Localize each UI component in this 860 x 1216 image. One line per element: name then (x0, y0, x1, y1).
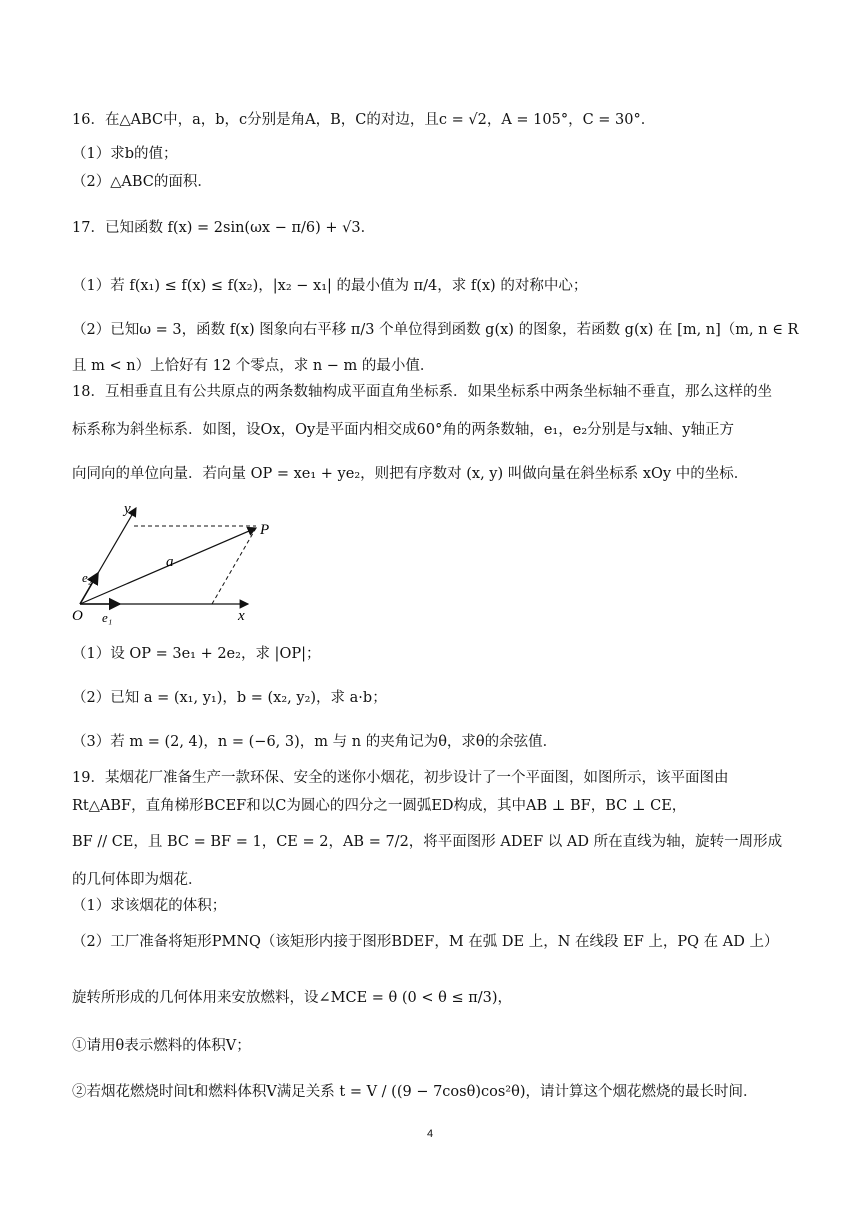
question-19-part-2-line-2: 旋转所形成的几何体用来安放燃料，设∠MCE = θ (0 < θ ≤ π/3)， (72, 990, 513, 1006)
question-19-stem-line-4: 的几何体即为烟花． (72, 872, 203, 888)
unit-vector-e2-label: e₂ (82, 570, 93, 585)
question-19-part-2-item-1: ①请用θ表示燃料的体积V； (72, 1038, 251, 1054)
oblique-coordinate-figure (72, 496, 292, 632)
question-18-part-3: （3）若 m = (2, 4)，n = (−6, 3)，m 与 n 的夹角记为θ，求θ的余弦值． (72, 734, 558, 750)
dashed-line-right (212, 528, 256, 604)
question-18-stem-line-2: 标系称为斜坐标系．如图，设Ox，Oy是平面内相交成60°角的两条数轴，e₁，e₂分别是与x轴、y轴正方 (72, 422, 734, 438)
question-18-stem-line-3: 向同向的单位向量．若向量 OP = xe₁ + ye₂，则把有序数对 (x, y) 叫做向量在斜坐标系 xOy 中的坐标． (72, 466, 749, 482)
question-18-part-1: （1）设 OP = 3e₁ + 2e₂，求 |OP|； (72, 646, 321, 662)
question-19-part-1: （1）求该烟花的体积； (72, 898, 227, 914)
point-p-label: P (260, 522, 270, 538)
question-16-stem: 16．在△ABC中，a，b，c分别是角A，B，C的对边，且c = √2，A = 105°，C = 30°． (72, 112, 656, 128)
question-17-part-1: （1）若 f(x₁) ≤ f(x) ≤ f(x₂)，|x₂ − x₁| 的最小值为 π/4，求 f(x) 的对称中心； (72, 278, 588, 294)
page-number: 4 (426, 1128, 434, 1140)
question-18-part-2: （2）已知 a = (x₁, y₁)，b = (x₂, y₂)，求 a·b； (72, 690, 387, 706)
question-19-stem-line-3: BF // CE，且 BC = BF = 1，CE = 2，AB = 7/2，将平面图形 ADEF 以 AD 所在直线为轴，旋转一周形成 (72, 834, 783, 850)
question-19-stem-line-1: 19．某烟花厂准备生产一款环保、安全的迷你小烟花，初步设计了一个平面图，如图所示，该平面图由 (72, 770, 729, 786)
question-17-part-2-line-2: 且 m < n）上恰好有 12 个零点，求 n − m 的最小值． (72, 358, 435, 374)
y-axis-label: y (124, 501, 131, 517)
question-16-part-1: （1）求b的值； (72, 146, 178, 162)
question-17-part-2-line-1: （2）已知ω = 3，函数 f(x) 图象向右平移 π/3 个单位得到函数 g(x) 的图象，若函数 g(x) 在 [m, n]（m, n ∈ R (72, 322, 799, 338)
question-16-part-2: （2）△ABC的面积． (72, 174, 212, 190)
unit-vector-e1-label: e₁ (102, 610, 113, 625)
vector-a-label: a (166, 554, 174, 570)
question-17-stem: 17．已知函数 f(x) = 2sin(ωx − π/6) + √3． (72, 220, 376, 236)
question-19-stem-line-2: Rt△ABF，直角梯形BCEF和以C为圆心的四分之一圆弧ED构成，其中AB ⊥ BF，BC ⊥ CE， (72, 798, 687, 814)
question-19-part-2-line-1: （2）工厂准备将矩形PMNQ（该矩形内接于图形BDEF，M 在弧 DE 上，N 在线段 EF 上，PQ 在 AD 上） (72, 934, 779, 950)
question-19-part-2-item-2: ②若烟花燃烧时间t和燃料体积V满足关系 t = V / ((9 − 7cosθ)cos²θ)，请计算这个烟花燃烧的最长时间． (72, 1084, 758, 1100)
x-axis-label: x (238, 608, 245, 624)
origin-label: O (72, 608, 83, 624)
question-18-stem-line-1: 18．互相垂直且有公共原点的两条数轴构成平面直角坐标系．如果坐标系中两条坐标轴不垂直，那么这样的坐 (72, 384, 772, 400)
